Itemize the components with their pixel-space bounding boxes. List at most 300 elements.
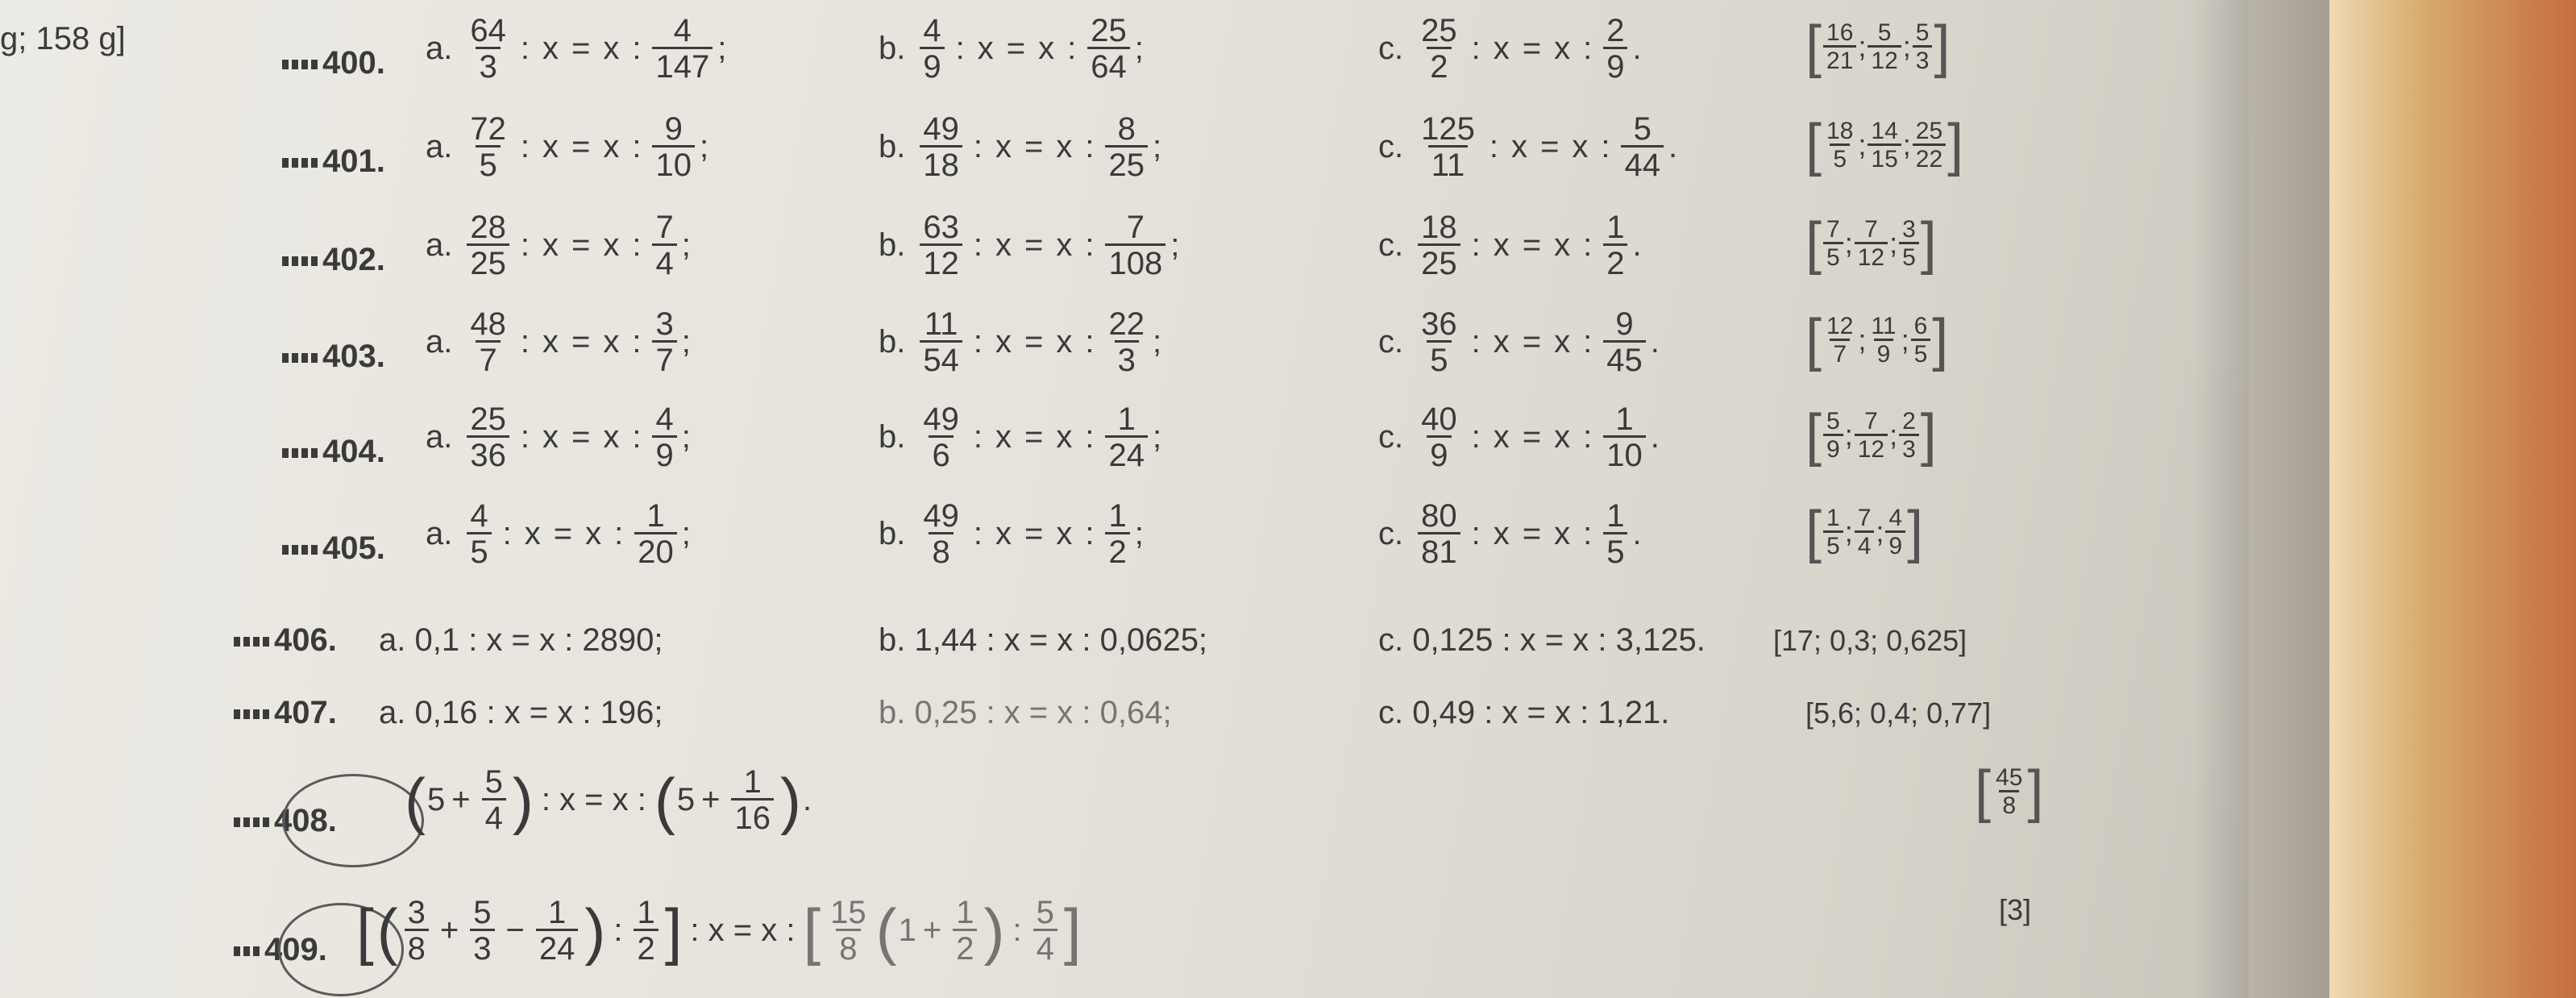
separator: ; xyxy=(1876,515,1884,548)
fraction xyxy=(652,308,676,376)
denominator: 21 xyxy=(1823,45,1856,73)
equation-b xyxy=(879,113,1161,181)
punctuation: ; xyxy=(1134,31,1144,66)
math-symbol: = xyxy=(1024,419,1044,455)
part-label: b. xyxy=(879,227,906,263)
math-symbol: : xyxy=(973,324,983,360)
math-symbol: : xyxy=(1471,324,1481,360)
answer-fraction xyxy=(1911,314,1931,367)
variable-x: x xyxy=(585,516,602,551)
equation-middle: : x = x : xyxy=(541,782,646,817)
numerator: 11 xyxy=(1871,312,1897,339)
fraction xyxy=(1603,500,1627,568)
numerator: 36 xyxy=(1421,306,1457,342)
fraction xyxy=(1418,211,1460,280)
denominator: 147 xyxy=(652,47,713,83)
answer-fraction xyxy=(1823,215,1843,271)
fraction xyxy=(467,308,509,376)
separator: ; xyxy=(1858,30,1867,63)
numerator: 5 xyxy=(1877,19,1892,46)
answer-key: [3] xyxy=(1999,893,2032,926)
math-symbol: : xyxy=(520,129,530,164)
variable-x: x xyxy=(603,129,620,164)
answer-fraction xyxy=(1868,21,1901,73)
denominator: 3 xyxy=(1913,45,1933,73)
bracket: [ xyxy=(356,895,374,967)
numerator: 28 xyxy=(470,210,506,245)
fraction xyxy=(1418,500,1460,568)
math-symbol: : xyxy=(1012,913,1022,948)
part-label: b. xyxy=(879,31,906,66)
numerator: 4 xyxy=(655,401,674,437)
variable-x: x xyxy=(1572,129,1589,164)
exercise-number xyxy=(282,339,385,375)
bracket: ] xyxy=(664,895,683,967)
equation-c xyxy=(1378,15,1642,83)
numerator: 22 xyxy=(1108,306,1145,342)
equation-a: a. 0,16 : x = x : 196; xyxy=(379,695,663,730)
equation-c xyxy=(1378,211,1642,280)
math-symbol: = xyxy=(1540,129,1560,164)
math-symbol: = xyxy=(571,227,591,263)
math-symbol: : xyxy=(973,227,983,263)
exercise-number-label: 409. xyxy=(264,932,327,967)
math-symbol: : xyxy=(973,129,983,164)
numerator: 1 xyxy=(646,498,665,534)
math-symbol: : xyxy=(1085,324,1095,360)
punctuation: ; xyxy=(1152,324,1162,360)
punctuation: ; xyxy=(1170,227,1180,263)
math-symbol: : xyxy=(1471,227,1481,263)
exercise-number xyxy=(234,695,337,731)
punctuation: . xyxy=(1650,324,1660,360)
variable-x: x xyxy=(1493,324,1510,360)
separator: ; xyxy=(1889,418,1898,451)
denominator: 22 xyxy=(1913,143,1946,172)
numerator: 7 xyxy=(655,210,674,245)
fraction xyxy=(731,766,774,834)
math-symbol: : xyxy=(632,227,642,263)
equation-c xyxy=(1378,113,1677,181)
denominator: 36 xyxy=(467,435,509,472)
numerator: 4 xyxy=(923,13,941,48)
denominator: 25 xyxy=(1105,145,1148,181)
variable-x: x xyxy=(1493,516,1510,551)
bracket: ] xyxy=(1947,113,1964,177)
fraction xyxy=(652,15,713,83)
difficulty-marker xyxy=(282,448,318,458)
math-symbol: : xyxy=(1583,31,1593,66)
fraction xyxy=(1603,211,1627,280)
numerator: 12 xyxy=(1826,312,1854,339)
math-symbol: : xyxy=(1067,31,1077,66)
part-label: c. xyxy=(1378,324,1404,360)
numerator: 25 xyxy=(1091,13,1127,48)
denominator: 2 xyxy=(1603,243,1627,280)
bracket: ] xyxy=(1934,15,1951,79)
numerator: 1 xyxy=(1606,498,1625,534)
numerator: 1 xyxy=(1117,401,1136,437)
denominator: 2 xyxy=(953,929,977,965)
numerator: 4 xyxy=(470,498,488,534)
fraction xyxy=(1621,113,1664,181)
part-label: a. xyxy=(426,129,453,164)
math-symbol: : xyxy=(632,324,642,360)
denominator: 2 xyxy=(1105,532,1129,568)
math-symbol: : xyxy=(520,227,530,263)
separator: ; xyxy=(1858,323,1867,356)
numerator: 25 xyxy=(1915,117,1943,144)
exercise-number-label: 400. xyxy=(322,45,385,81)
denominator: 3 xyxy=(1115,340,1139,376)
denominator: 45 xyxy=(1603,340,1646,376)
denominator: 4 xyxy=(1033,929,1057,965)
numerator: 1 xyxy=(1108,498,1127,534)
separator: ; xyxy=(1858,128,1867,161)
variable-x: x xyxy=(1038,31,1055,66)
numerator: 7 xyxy=(1864,215,1878,243)
bracket: ] xyxy=(2027,759,2044,824)
numerator: 1 xyxy=(637,895,655,930)
answer-fraction xyxy=(1823,506,1843,559)
numerator: 7 xyxy=(1864,407,1878,435)
denominator: 6 xyxy=(929,435,953,472)
numerator: 7 xyxy=(1826,215,1840,243)
equation-a xyxy=(426,15,726,83)
numerator: 25 xyxy=(1421,13,1457,48)
variable-x: x xyxy=(995,419,1012,455)
math-symbol: : xyxy=(502,516,512,551)
separator: ; xyxy=(1844,227,1853,260)
math-symbol: = xyxy=(571,419,591,455)
difficulty-marker xyxy=(282,353,318,363)
exercise-number xyxy=(282,530,385,567)
fraction xyxy=(920,500,962,568)
parenthesis: ( xyxy=(376,895,398,967)
parenthesis: ( xyxy=(875,895,897,967)
math-symbol: : xyxy=(1583,419,1593,455)
fraction xyxy=(920,308,962,376)
denominator: 25 xyxy=(1418,243,1460,280)
fraction xyxy=(467,403,509,472)
variable-x: x xyxy=(977,31,994,66)
equation-408 xyxy=(403,766,812,834)
integer: 5 xyxy=(426,782,446,817)
fraction xyxy=(953,896,977,965)
equation-409 xyxy=(355,896,1083,965)
separator: ; xyxy=(1902,128,1911,161)
denominator: 12 xyxy=(1855,434,1888,462)
exercise-number-label: 406. xyxy=(274,622,337,658)
math-symbol: = xyxy=(571,31,591,66)
numerator: 6 xyxy=(1913,312,1928,339)
punctuation: . xyxy=(1668,129,1678,164)
exercise-number-label: 401. xyxy=(322,143,385,179)
answer-fraction xyxy=(1899,407,1919,463)
denominator: 9 xyxy=(1874,339,1894,367)
numerator: 2 xyxy=(1902,407,1916,435)
bracket: ] xyxy=(1920,403,1937,468)
equation-b: b. 0,25 : x = x : 0,64; xyxy=(879,695,1172,730)
variable-x: x xyxy=(603,31,620,66)
part-label: b. xyxy=(879,419,906,455)
punctuation: ; xyxy=(699,129,709,164)
numerator: 16 xyxy=(1826,19,1854,46)
answer-key: [5,6; 0,4; 0,77] xyxy=(1805,697,1992,730)
variable-x: x xyxy=(542,324,559,360)
exercise-number xyxy=(282,45,385,81)
denominator: 5 xyxy=(1427,340,1451,376)
math-symbol: = xyxy=(1006,31,1026,66)
numerator: 1 xyxy=(548,895,567,930)
parenthesis: ) xyxy=(584,895,606,967)
difficulty-marker xyxy=(282,60,318,69)
denominator: 12 xyxy=(1868,45,1901,73)
punctuation: ; xyxy=(681,227,691,263)
math-symbol: = xyxy=(1024,516,1044,551)
denominator: 9 xyxy=(1603,47,1627,83)
math-symbol: : xyxy=(520,324,530,360)
part-label: c. xyxy=(1378,31,1404,66)
equation-b xyxy=(879,308,1161,376)
punctuation: . xyxy=(1632,516,1642,551)
fraction xyxy=(467,211,509,280)
book-edge xyxy=(2329,0,2576,998)
variable-x: x xyxy=(995,129,1012,164)
bracket: ] xyxy=(1907,500,1924,564)
fraction xyxy=(467,113,509,181)
denominator: 7 xyxy=(652,340,676,376)
separator: ; xyxy=(1844,418,1853,451)
variable-x: x xyxy=(1056,419,1073,455)
punctuation: ; xyxy=(1152,129,1162,164)
bracket: ] xyxy=(1932,308,1949,372)
separator: ; xyxy=(1844,515,1853,548)
parenthesis: ) xyxy=(779,764,801,836)
exercise-number-label: 407. xyxy=(274,695,337,730)
answer-fraction xyxy=(1823,21,1856,73)
variable-x: x xyxy=(1554,324,1571,360)
numerator: 125 xyxy=(1421,111,1475,147)
bracket: [ xyxy=(803,895,821,967)
exercise-number xyxy=(282,143,385,180)
part-label: a. xyxy=(426,324,453,360)
difficulty-marker xyxy=(234,709,269,719)
difficulty-marker xyxy=(234,946,260,956)
variable-x: x xyxy=(1056,227,1073,263)
answer-fraction xyxy=(1913,119,1946,172)
bracket: [ xyxy=(1805,15,1822,79)
answer-key: [17; 0,3; 0,625] xyxy=(1773,624,1967,657)
math-symbol: = xyxy=(1522,419,1542,455)
variable-x: x xyxy=(603,227,620,263)
denominator: 9 xyxy=(652,435,676,472)
fraction xyxy=(1603,308,1646,376)
numerator: 80 xyxy=(1421,498,1457,534)
numerator: 25 xyxy=(470,401,506,437)
punctuation: ; xyxy=(1152,419,1162,455)
variable-x: x xyxy=(1493,31,1510,66)
fraction xyxy=(1603,403,1646,472)
denominator: 4 xyxy=(652,243,676,280)
answer-fraction xyxy=(1823,407,1843,463)
variable-x: x xyxy=(542,31,559,66)
fraction xyxy=(920,403,962,472)
math-symbol: : xyxy=(632,31,642,66)
math-symbol: : xyxy=(614,516,624,551)
math-symbol: : xyxy=(613,913,623,948)
denominator: 2 xyxy=(634,929,658,965)
fraction xyxy=(1418,308,1460,376)
fraction xyxy=(1105,500,1129,568)
parenthesis: ( xyxy=(405,764,426,836)
answer-fraction xyxy=(1855,407,1888,463)
numerator: 8 xyxy=(1117,111,1136,147)
numerator: 11 xyxy=(924,306,958,342)
numerator: 45 xyxy=(1996,763,2023,791)
numerator: 40 xyxy=(1421,401,1457,437)
exercise-number-label: 404. xyxy=(322,434,385,469)
math-symbol: : xyxy=(1583,324,1593,360)
numerator: 49 xyxy=(923,111,959,147)
numerator: 18 xyxy=(1826,117,1854,144)
punctuation: . xyxy=(1632,227,1642,263)
denominator: 5 xyxy=(1823,530,1843,559)
denominator: 3 xyxy=(476,47,500,83)
denominator: 81 xyxy=(1418,532,1460,568)
math-symbol: : xyxy=(1583,516,1593,551)
fraction xyxy=(827,896,870,965)
math-symbol: = xyxy=(1024,129,1044,164)
punctuation: ; xyxy=(681,324,691,360)
punctuation: ; xyxy=(681,419,691,455)
numerator: 15 xyxy=(830,895,866,930)
parenthesis: ) xyxy=(983,895,1005,967)
answer-fraction xyxy=(1992,763,2025,819)
math-symbol: = xyxy=(1522,227,1542,263)
answer-key xyxy=(1805,403,1937,468)
denominator: 3 xyxy=(470,929,494,965)
part-label: a. xyxy=(426,419,453,455)
variable-x: x xyxy=(1493,227,1510,263)
denominator: 5 xyxy=(1823,242,1843,270)
fraction xyxy=(1033,896,1057,965)
fraction xyxy=(1105,113,1148,181)
numerator: 14 xyxy=(1871,117,1898,144)
equation-a xyxy=(426,308,691,376)
exercise-number-label: 408. xyxy=(274,803,337,838)
part-label: c. xyxy=(1378,129,1404,164)
exercise-number-label: 403. xyxy=(322,339,385,374)
part-label: a. xyxy=(426,516,453,551)
answer-key xyxy=(1805,308,1949,372)
part-label: b. xyxy=(879,324,906,360)
fraction xyxy=(1418,113,1478,181)
header-fragment: g; 158 g] xyxy=(0,21,126,56)
answer-key xyxy=(1975,759,2044,824)
variable-x: x xyxy=(1554,227,1571,263)
fraction xyxy=(1603,15,1627,83)
numerator: 18 xyxy=(1421,210,1457,245)
variable-x: x xyxy=(542,129,559,164)
math-symbol: : xyxy=(1085,227,1095,263)
denominator: 12 xyxy=(920,243,962,280)
denominator: 5 xyxy=(1911,339,1931,367)
numerator: 3 xyxy=(655,306,674,342)
answer-fraction xyxy=(1885,506,1905,559)
math-symbol: = xyxy=(571,129,591,164)
numerator: 2 xyxy=(1606,13,1625,48)
difficulty-marker xyxy=(282,158,318,168)
denominator: 4 xyxy=(1855,530,1875,559)
numerator: 5 xyxy=(1633,111,1652,147)
math-symbol: : xyxy=(1085,419,1095,455)
denominator: 16 xyxy=(731,798,774,834)
bracket: [ xyxy=(1975,759,1992,824)
equation-c: c. 0,125 : x = x : 3,125. xyxy=(1378,622,1706,658)
bracket: [ xyxy=(1805,308,1822,372)
math-symbol: : xyxy=(1583,227,1593,263)
math-symbol: : xyxy=(973,419,983,455)
equation-b xyxy=(879,500,1144,568)
numerator: 4 xyxy=(1888,504,1903,531)
denominator: 8 xyxy=(1999,790,2019,818)
fraction xyxy=(652,211,676,280)
numerator: 1 xyxy=(1606,210,1625,245)
answer-fraction xyxy=(1823,314,1856,367)
integer: 1 xyxy=(898,913,916,948)
math-symbol: + xyxy=(451,782,471,817)
equation-a xyxy=(426,113,708,181)
numerator: 7 xyxy=(1126,210,1145,245)
equation-b xyxy=(879,15,1144,83)
exercise-number xyxy=(234,622,337,659)
math-symbol: : xyxy=(1085,129,1095,164)
denominator: 5 xyxy=(1899,242,1919,270)
denominator: 44 xyxy=(1621,145,1664,181)
numerator: 9 xyxy=(664,111,683,147)
math-symbol: : xyxy=(520,419,530,455)
exercise-number-label: 402. xyxy=(322,242,385,277)
separator: ; xyxy=(1889,227,1898,260)
math-symbol: : xyxy=(955,31,965,66)
fraction xyxy=(536,896,579,965)
denominator: 2 xyxy=(1427,47,1451,83)
answer-fraction xyxy=(1855,215,1888,271)
exercise-number xyxy=(282,434,385,470)
integer: 5 xyxy=(676,782,696,817)
fraction xyxy=(652,403,676,472)
variable-x: x xyxy=(1554,516,1571,551)
equation-a: a. 0,1 : x = x : 2890; xyxy=(379,622,663,658)
denominator: 24 xyxy=(1105,435,1148,472)
fraction xyxy=(1105,211,1165,280)
numerator: 3 xyxy=(1902,215,1916,243)
math-symbol: : xyxy=(632,419,642,455)
equation-409-right xyxy=(801,896,1082,965)
math-symbol: = xyxy=(1024,324,1044,360)
equation-a xyxy=(426,211,691,280)
bracket: ] xyxy=(1920,211,1937,276)
fraction xyxy=(634,500,677,568)
denominator: 9 xyxy=(1823,434,1843,462)
denominator: 9 xyxy=(1885,530,1905,559)
punctuation: ; xyxy=(681,516,691,551)
numerator: 5 xyxy=(1826,407,1840,435)
fraction xyxy=(467,15,509,83)
variable-x: x xyxy=(1056,516,1073,551)
equation-c xyxy=(1378,500,1642,568)
